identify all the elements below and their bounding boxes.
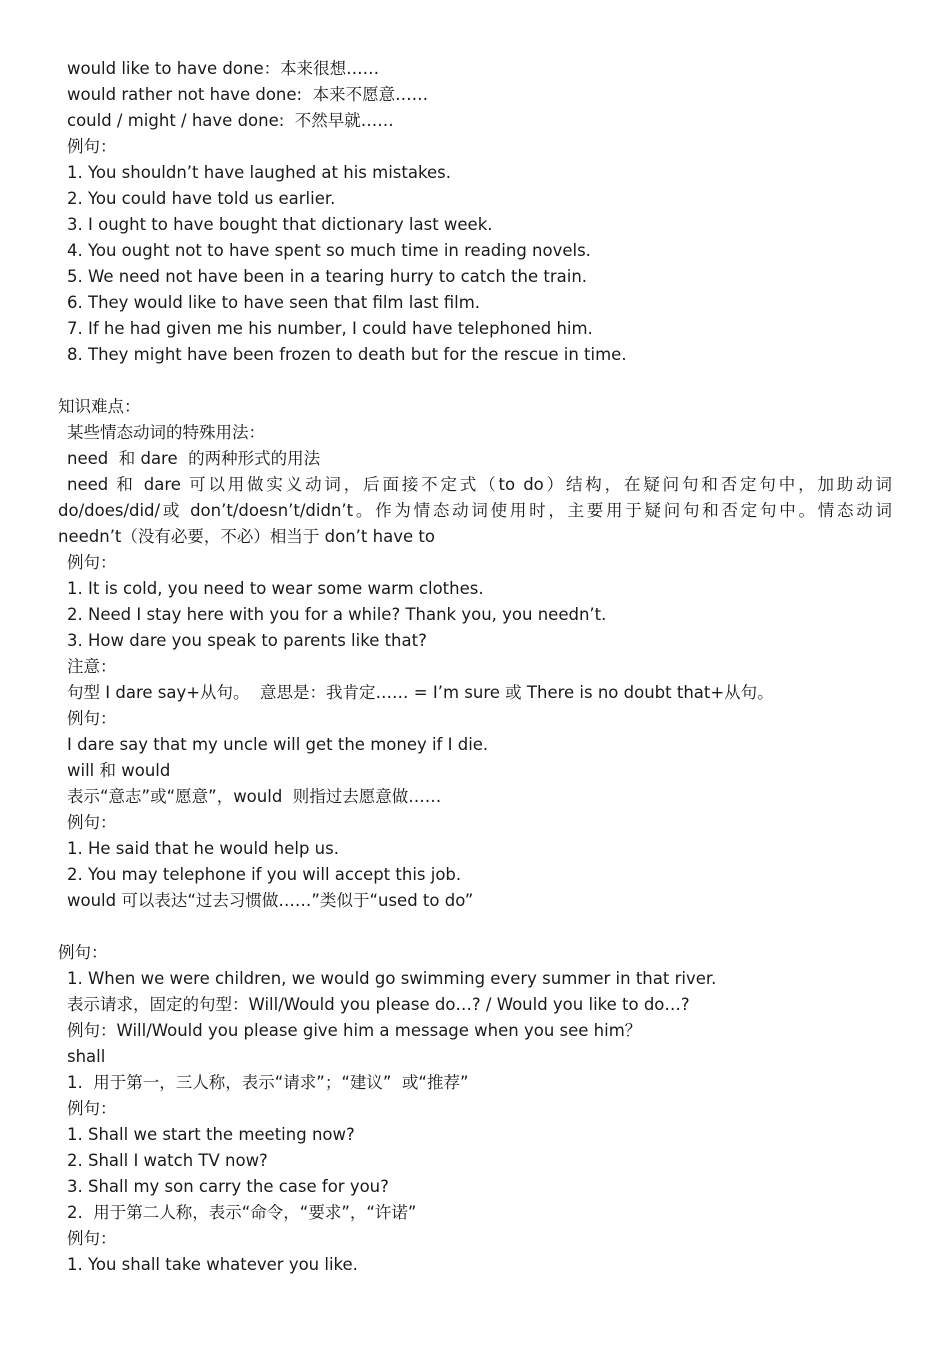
paragraph-line: needn’t（没有必要，不必）相当于 don’t have to (58, 527, 435, 546)
text-line: 1. You shall take whatever you like. (67, 1255, 358, 1274)
text-line: I dare say that my uncle will get the money if I die. (67, 735, 489, 754)
section-heading: 例句： (58, 943, 108, 962)
paragraph-line: need 和 dare 可以用做实义动词，后面接不定式（to do）结构，在疑问句和否定句中，加助动词 (67, 475, 892, 494)
text-line: 7. If he had given me his number, I could have telephoned him. (67, 319, 593, 338)
text-line: 3. Shall my son carry the case for you? (67, 1177, 389, 1196)
text-line: 1. He said that he would help us. (67, 839, 339, 858)
text-line: 例句： (67, 137, 117, 156)
text-line: 1. It is cold, you need to wear some warm clothes. (67, 579, 484, 598)
text-line: 3. I ought to have bought that dictionary last week. (67, 215, 493, 234)
text-line: 例句： (67, 1229, 117, 1248)
text-line: would rather not have done: 本来不愿意…… (67, 85, 429, 104)
text-line: could / might / have done: 不然早就…… (67, 111, 394, 130)
text-line: shall (67, 1047, 106, 1066)
text-line: 例句： (67, 709, 117, 728)
text-line: 2. 用于第二人称，表示“命令，“要求”，“许诺” (67, 1203, 417, 1222)
text-line: 例句： (67, 813, 117, 832)
text-line: 表示请求，固定的句型：Will/Would you please do…? / Would you like to do…? (67, 995, 690, 1014)
text-line: would like to have done：本来很想…… (67, 59, 380, 78)
text-line: 1. 用于第一，三人称，表示“请求”；“建议” 或“推荐” (67, 1073, 469, 1092)
text-line: need 和 dare 的两种形式的用法 (67, 449, 321, 468)
text-line: 2. Shall I watch TV now? (67, 1151, 268, 1170)
section-heading: 知识难点： (58, 397, 141, 416)
text-line: 1. When we were children, we would go swimming every summer in that river. (67, 969, 717, 988)
text-line: 2. You could have told us earlier. (67, 189, 336, 208)
text-line: 表示“意志”或“愿意”，would 则指过去愿意做…… (67, 787, 442, 806)
text-line: 6. They would like to have seen that film last film. (67, 293, 481, 312)
text-line: 句型 I dare say+从句。 意思是：我肯定…… = I’m sure 或 There is no doubt that+从句。 (67, 683, 774, 702)
text-line: 某些情态动词的特殊用法： (67, 423, 265, 442)
text-line: 3. How dare you speak to parents like that? (67, 631, 427, 650)
paragraph-line: do/does/did/或 don’t/doesn’t/didn’t。作为情态动词使用时，主要用于疑问句和否定句中。情态动词 (58, 501, 892, 520)
text-line: 例句： (67, 1099, 117, 1118)
text-line: 4. You ought not to have spent so much time in reading novels. (67, 241, 591, 260)
text-line: 1. You shouldn’t have laughed at his mistakes. (67, 163, 451, 182)
text-line: 1. Shall we start the meeting now? (67, 1125, 355, 1144)
text-line: 注意： (67, 657, 117, 676)
text-line: 2. Need I stay here with you for a while? Thank you, you needn’t. (67, 605, 607, 624)
text-line: 例句： (67, 553, 117, 572)
text-line: would 可以表达“过去习惯做……”类似于“used to do” (67, 891, 474, 910)
text-line: 2. You may telephone if you will accept this job. (67, 865, 462, 884)
text-line: 例句：Will/Would you please give him a message when you see him？ (67, 1021, 642, 1040)
text-line: 5. We need not have been in a tearing hurry to catch the train. (67, 267, 588, 286)
text-line: 8. They might have been frozen to death but for the rescue in time. (67, 345, 627, 364)
text-line: will 和 would (67, 761, 171, 780)
